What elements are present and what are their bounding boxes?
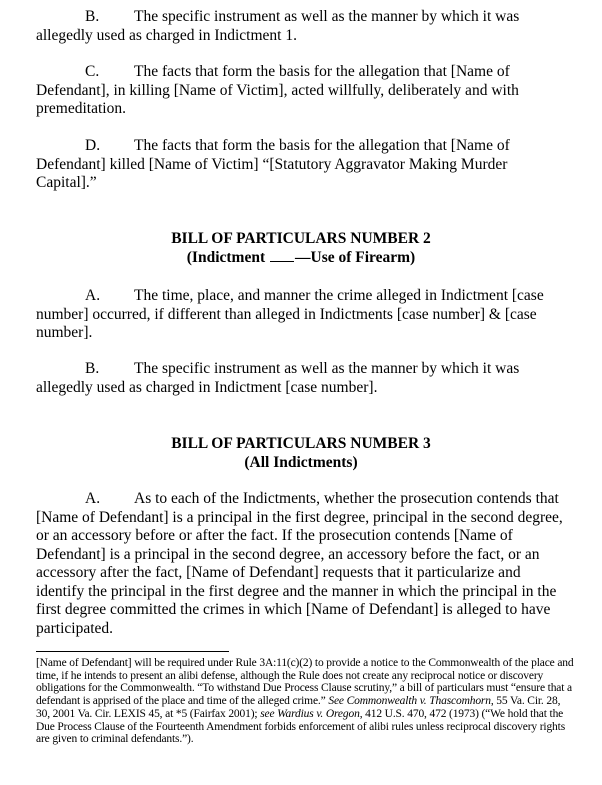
item-letter: D.: [85, 137, 101, 154]
item-letter: A.: [85, 490, 101, 507]
bill2-subtitle-suffix: —Use of Firearm): [295, 248, 416, 266]
item-text: The facts that form the basis for the allegation that [Name of Defendant], in killing [Name of Victim], acted willfully, deliberately and with premeditation.: [36, 63, 519, 117]
footnote-text-1: [Name of Defendant] will be required under Rule 3A:11(c)(2) to provide a notice to the Commonwealth of the place and time, if he intends to present an alibi defense, although the Rule does not create any reciprocal notice or discovery obligations for the Commonwealth. “To withstand Due Process Clause scrutiny,” a bill of particulars must “ensure that a defendant is apprised of the place and time of the alleged crime.”: [36, 657, 574, 708]
bill3-subtitle: (All Indictments): [244, 453, 358, 471]
footnote-citation-2: see Wardius v. Oregon: [260, 707, 360, 720]
item-letter: A.: [85, 287, 101, 304]
bill2-heading: [36, 230, 566, 267]
footnote-text-3: , 412 U.S. 470, 472 (1973) (“We hold that the Due Process Clause of the Fourteenth Amendment forbids enforcement of alibi rules unless reciprocal discovery rights are given to criminal defendants.”).: [36, 707, 566, 746]
bill2-item-a: [36, 287, 566, 343]
footnote: [36, 657, 576, 746]
item-text: The time, place, and manner the crime alleged in Indictment [case number] occurred, if different than alleged in Indictments [case number] & [case number].: [36, 287, 544, 341]
bill3-item-a: [36, 490, 566, 638]
item-letter: B.: [85, 8, 100, 25]
bill3-title: BILL OF PARTICULARS NUMBER 3: [171, 435, 431, 452]
footnote-text-2: , 55 Va. Cir. 28, 30, 2001 Va. Cir. LEXIS 45, at *5 (Fairfax 2001);: [36, 695, 561, 720]
bill2-subtitle-prefix: (Indictment: [186, 248, 266, 266]
indictment-blank: [270, 249, 294, 262]
item-letter: C.: [85, 63, 100, 80]
item-text: As to each of the Indictments, whether the prosecution contends that [Name of Defendant] is a principal in the first degree, principal in the second degree, or an accessory before or after the fact. If the prosecution contends [Name of Defendant] is a principal in the second degree, an accessory before the fact, or an accessory after the fact, [Name of Defendant] requests that it particularize and identify the principal in the first degree and the manner in which the principal in the first degree committed the crimes in which [Name of Defendant] is alleged to have participated.: [36, 490, 563, 637]
bill1-item-c: [36, 63, 566, 119]
bill2-subtitle: [36, 249, 566, 268]
bill3-heading: [36, 435, 566, 472]
item-letter: B.: [85, 360, 100, 377]
bill2-title: BILL OF PARTICULARS NUMBER 2: [171, 230, 431, 247]
bill1-item-d: [36, 137, 566, 193]
bill1-item-b: [36, 8, 566, 45]
footnote-separator: [36, 651, 229, 652]
footnote-citation-1: See Commonwealth v. Thascomhorn: [328, 695, 491, 708]
bill2-item-b: [36, 360, 566, 397]
item-text: The specific instrument as well as the manner by which it was allegedly used as charged in Indictment [case number].: [36, 360, 520, 396]
item-text: The specific instrument as well as the manner by which it was allegedly used as charged in Indictment 1.: [36, 8, 520, 44]
item-text: The facts that form the basis for the allegation that [Name of Defendant] killed [Name of Victim] “[Statutory Aggravator Making Murder Capital].”: [36, 137, 510, 191]
